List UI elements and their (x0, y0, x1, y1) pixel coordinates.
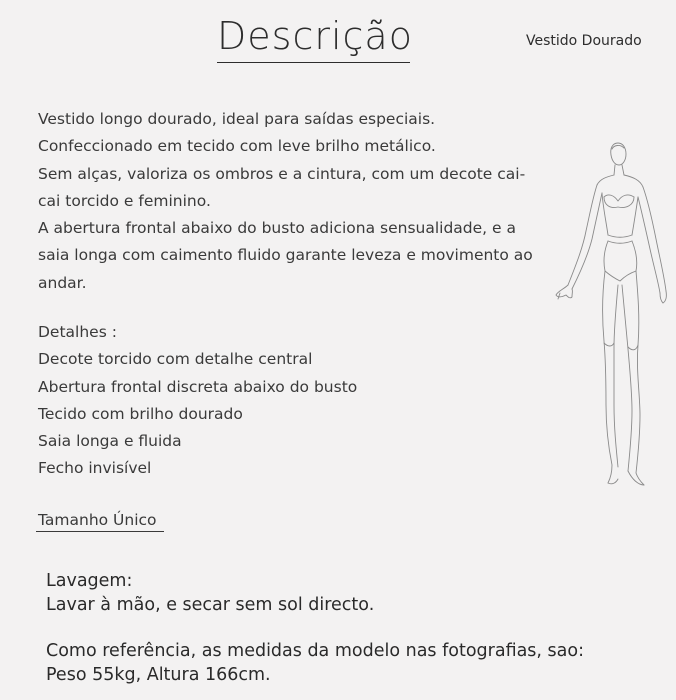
details-heading: Detalhes : (38, 323, 117, 341)
details-item: Fecho invisível (38, 459, 152, 478)
description-line: Confeccionado em tecido com leve brilho metálico. (38, 137, 436, 156)
title-underline (217, 62, 410, 63)
product-name: Vestido Dourado (526, 33, 642, 49)
details-item: Decote torcido com detalhe central (38, 350, 313, 369)
fashion-croquis-sketch-icon (548, 135, 670, 490)
page-title: Descrição (217, 14, 413, 58)
care-spacer (46, 617, 666, 640)
details-item: Abertura frontal discreta abaixo do busto (38, 377, 358, 396)
care-section (46, 570, 666, 687)
care-heading: Lavagem: (46, 571, 133, 591)
details-list (38, 346, 438, 482)
care-instruction: Lavar à mão, e secar sem sol directo. (46, 594, 375, 615)
details-item: Saia longa e fluida (38, 432, 182, 451)
product-description (38, 106, 558, 297)
details-section (38, 319, 438, 483)
description-line: cai torcido e feminino. (38, 191, 211, 210)
description-line: andar. (38, 273, 87, 292)
description-line: saia longa com caimento fluido garante leveza e movimento ao (38, 246, 533, 265)
size-underline (36, 531, 164, 532)
description-line: A abertura frontal abaixo do busto adiciona sensualidade, e a (38, 219, 516, 238)
description-line: Sem alças, valoriza os ombros e a cintura, com um decote cai- (38, 164, 526, 183)
description-line: Vestido longo dourado, ideal para saídas especiais. (38, 110, 436, 128)
details-item: Tecido com brilho dourado (38, 404, 243, 423)
model-reference: Como referência, as medidas da modelo nas fotografias, sao: (46, 641, 584, 661)
size-label: Tamanho Único (38, 511, 157, 529)
model-measurements: Peso 55kg, Altura 166cm. (46, 664, 271, 685)
